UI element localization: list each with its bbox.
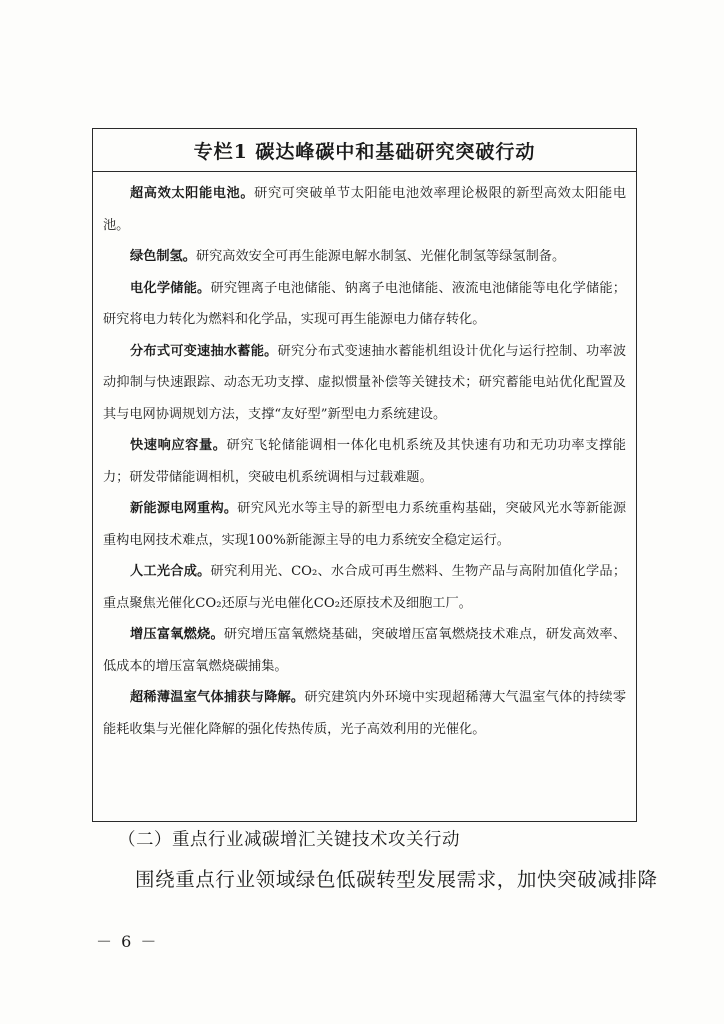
item-green-hydrogen (103, 241, 626, 273)
item-title: 新能源电网重构。 (130, 501, 238, 516)
item-title: 超高效太阳能电池。 (130, 186, 255, 201)
item-title: 人工光合成。 (130, 564, 211, 579)
item-title: 快速响应容量。 (130, 438, 227, 453)
item-solar-cell (103, 178, 626, 241)
item-text: 研究建筑内外环境中实现超稀薄大气温室气体的持续零能耗收集与光催化降解的强化传热传质，光子高效利用的光催化。 (103, 690, 627, 737)
item-text: 研究增压富氧燃烧基础，突破增压富氧燃烧技术难点，研发高效率、低成本的增压富氧燃烧碳捕集。 (103, 627, 627, 674)
column-title: 专栏1 碳达峰碳中和基础研究突破行动 (93, 129, 636, 172)
item-title: 增压富氧燃烧。 (130, 627, 224, 642)
item-text: 研究可突破单节太阳能电池效率理论极限的新型高效太阳能电池。 (103, 186, 627, 233)
item-pumped-storage (103, 336, 626, 431)
item-fast-response (103, 430, 626, 493)
item-text: 研究利用光、CO₂、水合成可再生燃料、生物产品与高附加值化学品；重点聚焦光催化CO₂还原与光电催化CO₂还原技术及细胞工厂。 (103, 564, 627, 611)
section-heading: （二）重点行业减碳增汇关键技术攻关行动 (118, 830, 460, 850)
body-paragraph: 围绕重点行业领域绿色低碳转型发展需求，加快突破减排降 (135, 868, 658, 891)
item-electrochemical-storage (103, 273, 626, 336)
column-box (92, 128, 637, 822)
item-title: 电化学储能。 (130, 280, 211, 296)
item-text: 研究分布式变速抽水蓄能机组设计优化与运行控制、功率波动抑制与快速跟踪、动态无功支撑、虚拟惯量补偿等关键技术；研究蓄能电站优化配置及其与电网协调规划方法，支撑“友好型”新型电力系统建设。 (103, 343, 627, 422)
item-text: 研究风光水等主导的新型电力系统重构基础，突破风光水等新能源重构电网技术难点，实现100%新能源主导的电力系统安全稳定运行。 (103, 501, 627, 548)
item-title: 绿色制氢。 (130, 249, 196, 264)
item-oxy-combustion (103, 619, 626, 682)
column-body (93, 172, 636, 745)
item-artificial-photosynthesis (103, 556, 626, 619)
item-text: 研究锂离子电池储能、钠离子电池储能、液流电池储能等电化学储能；研究将电力转化为燃料和化学品，实现可再生能源电力储存转化。 (103, 280, 626, 327)
item-ghg-capture (103, 682, 626, 745)
page-number: － 6 － (96, 932, 159, 951)
item-text: 研究高效安全可再生能源电解水制氢、光催化制氢等绿氢制备。 (195, 249, 566, 264)
item-text: 研究飞轮储能调相一体化电机系统及其快速有功和无功功率支撑能力；研发带储能调相机，突破电机系统调相与过载难题。 (103, 438, 626, 485)
item-title: 分布式可变速抽水蓄能。 (130, 343, 278, 359)
item-title: 超稀薄温室气体捕获与降解。 (130, 690, 305, 705)
item-grid-reconstruction (103, 493, 626, 556)
